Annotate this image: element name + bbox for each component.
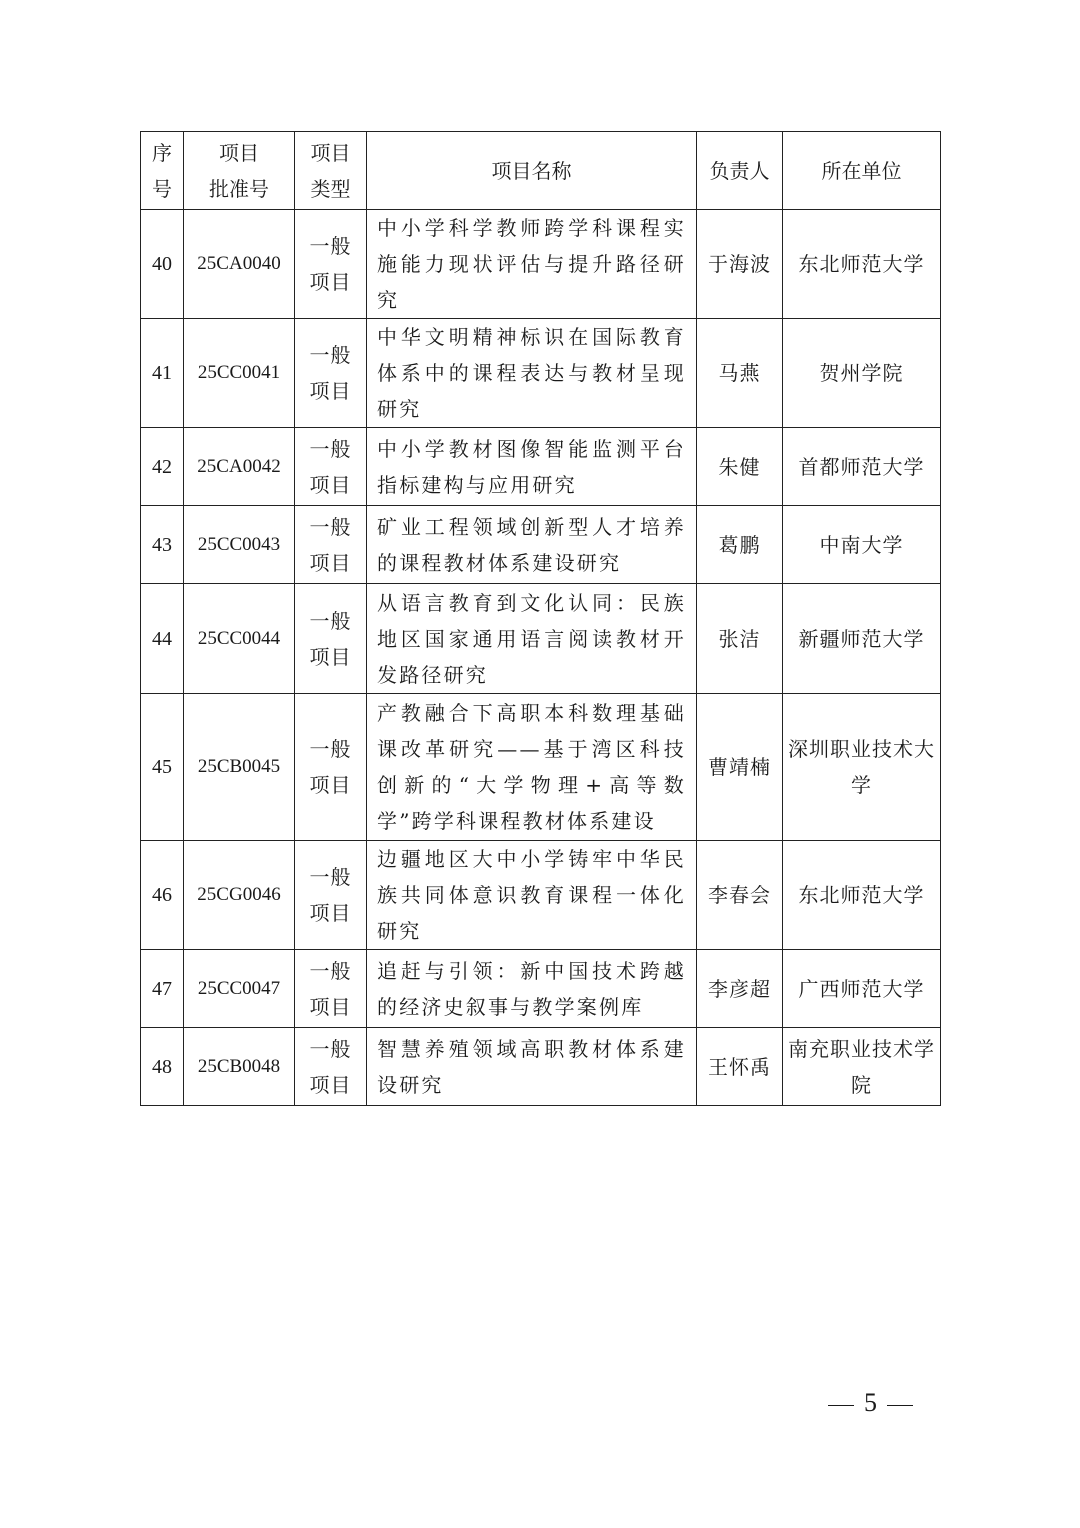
cell-unit: 贺州学院 [783, 319, 941, 428]
cell-leader: 张洁 [697, 584, 783, 694]
cell-approval-code: 25CC0041 [184, 319, 295, 428]
cell-approval-code: 25CA0042 [184, 428, 295, 506]
cell-approval-code: 25CG0046 [184, 841, 295, 950]
cell-approval-code: 25CB0045 [184, 694, 295, 841]
cell-unit: 东北师范大学 [783, 210, 941, 319]
header-project-type: 项目 类型 [295, 132, 367, 210]
table-row [141, 950, 941, 1028]
header-approval-code: 项目 批准号 [184, 132, 295, 210]
footer-dash-left [828, 1405, 854, 1406]
cell-approval-code: 25CC0047 [184, 950, 295, 1028]
cell-index: 42 [141, 428, 184, 506]
cell-unit: 首都师范大学 [783, 428, 941, 506]
cell-leader: 马燕 [697, 319, 783, 428]
cell-leader: 于海波 [697, 210, 783, 319]
cell-unit: 新疆师范大学 [783, 584, 941, 694]
cell-project-name: 追赶与引领：新中国技术跨越的经济史叙事与教学案例库 [367, 950, 697, 1028]
cell-leader: 王怀禹 [697, 1028, 783, 1106]
cell-project-name: 边疆地区大中小学铸牢中华民族共同体意识教育课程一体化研究 [367, 841, 697, 950]
header-index: 序 号 [141, 132, 184, 210]
cell-leader: 李彦超 [697, 950, 783, 1028]
cell-approval-code: 25CA0040 [184, 210, 295, 319]
project-table [140, 131, 941, 1106]
cell-project-type: 一般 项目 [295, 841, 367, 950]
header-project-name: 项目名称 [367, 132, 697, 210]
cell-project-type: 一般 项目 [295, 950, 367, 1028]
cell-index: 40 [141, 210, 184, 319]
header-unit: 所在单位 [783, 132, 941, 210]
table-row [141, 841, 941, 950]
cell-project-name: 中小学科学教师跨学科课程实施能力现状评估与提升路径研究 [367, 210, 697, 319]
cell-unit: 广西师范大学 [783, 950, 941, 1028]
table-row [141, 428, 941, 506]
cell-leader: 李春会 [697, 841, 783, 950]
cell-index: 48 [141, 1028, 184, 1106]
cell-project-name: 中华文明精神标识在国际教育体系中的课程表达与教材呈现研究 [367, 319, 697, 428]
cell-project-type: 一般 项目 [295, 428, 367, 506]
cell-index: 44 [141, 584, 184, 694]
table-row [141, 319, 941, 428]
table-row [141, 506, 941, 584]
cell-approval-code: 25CC0043 [184, 506, 295, 584]
cell-project-name: 智慧养殖领域高职教材体系建设研究 [367, 1028, 697, 1106]
table-header-row [141, 132, 941, 210]
cell-unit: 中南大学 [783, 506, 941, 584]
table-row [141, 584, 941, 694]
cell-approval-code: 25CC0044 [184, 584, 295, 694]
page-number: 5 [864, 1388, 877, 1417]
cell-approval-code: 25CB0048 [184, 1028, 295, 1106]
cell-project-type: 一般 项目 [295, 694, 367, 841]
cell-unit: 深圳职业技术大学 [783, 694, 941, 841]
footer-dash-right [887, 1405, 913, 1406]
cell-index: 47 [141, 950, 184, 1028]
cell-index: 46 [141, 841, 184, 950]
table-row [141, 694, 941, 841]
cell-unit: 东北师范大学 [783, 841, 941, 950]
cell-project-type: 一般 项目 [295, 210, 367, 319]
cell-project-name: 中小学教材图像智能监测平台指标建构与应用研究 [367, 428, 697, 506]
cell-project-type: 一般 项目 [295, 319, 367, 428]
table-body [141, 210, 941, 1106]
header-leader: 负责人 [697, 132, 783, 210]
cell-leader: 曹靖楠 [697, 694, 783, 841]
cell-index: 41 [141, 319, 184, 428]
cell-project-type: 一般 项目 [295, 584, 367, 694]
table-row [141, 1028, 941, 1106]
cell-leader: 葛鹏 [697, 506, 783, 584]
cell-project-name: 产教融合下高职本科数理基础课改革研究——基于湾区科技创新的“大学物理+高等数学”跨学科课程教材体系建设 [367, 694, 697, 841]
cell-unit: 南充职业技术学院 [783, 1028, 941, 1106]
cell-index: 45 [141, 694, 184, 841]
cell-leader: 朱健 [697, 428, 783, 506]
cell-project-type: 一般 项目 [295, 1028, 367, 1106]
cell-project-name: 从语言教育到文化认同：民族地区国家通用语言阅读教材开发路径研究 [367, 584, 697, 694]
page-footer [828, 1388, 913, 1418]
cell-index: 43 [141, 506, 184, 584]
cell-project-type: 一般 项目 [295, 506, 367, 584]
cell-project-name: 矿业工程领域创新型人才培养的课程教材体系建设研究 [367, 506, 697, 584]
table-row [141, 210, 941, 319]
